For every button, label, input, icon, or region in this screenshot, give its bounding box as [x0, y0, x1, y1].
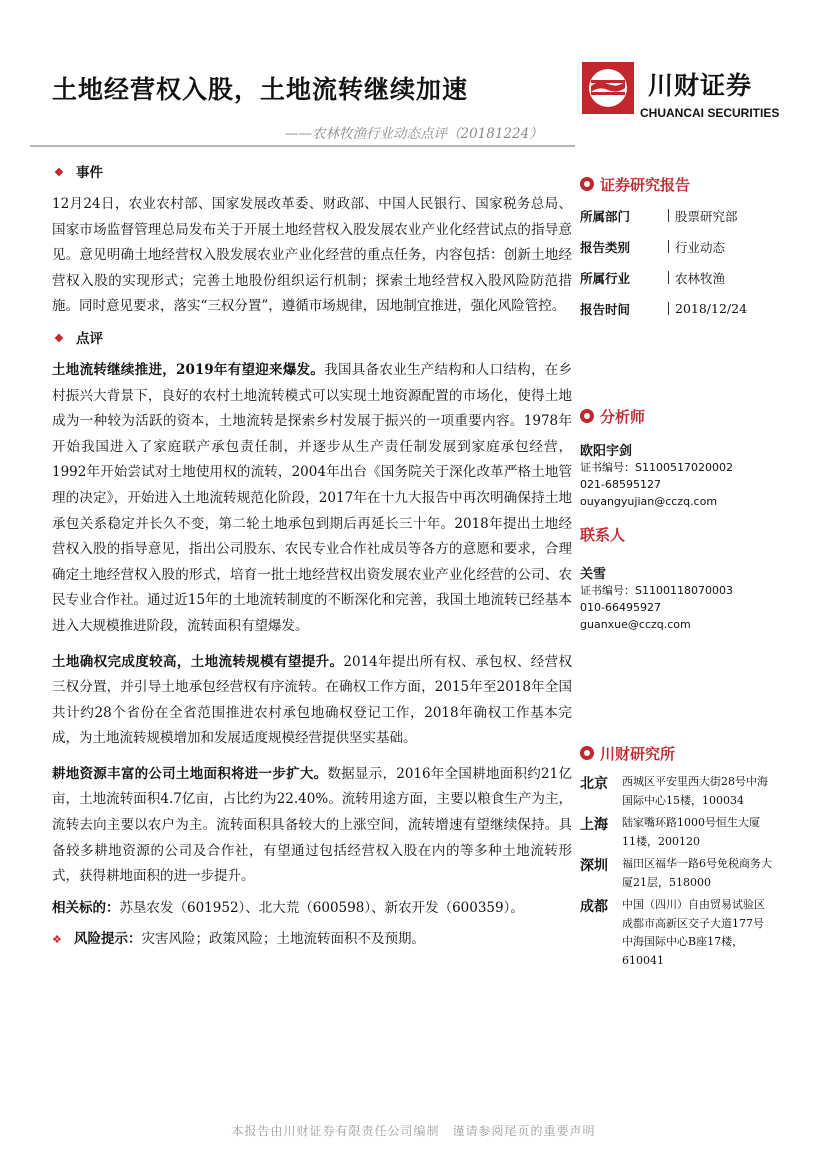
circle-bullet-icon — [580, 409, 594, 423]
diamond-bullet-icon: ❖ — [52, 932, 62, 946]
sidebar-heading-contact: 联系人 — [580, 526, 626, 544]
section-heading-comment: ❖ 点评 — [54, 326, 572, 352]
sidebar — [580, 172, 780, 970]
main-content — [52, 160, 572, 952]
sidebar-heading-research: 川财研究所 — [580, 741, 780, 765]
comment-paragraph-3: 耕地资源丰富的公司土地面积将进一步扩大。数据显示，2016年全国耕地面积约21亿亩，土地流转面积4.7亿亩，占比约为22.40%。流转用途方面，主要以粮食生产为主，流转去向主要以农户为主。流转面积具备较大的上涨空间，流转增速有望继续保持。具备较多耕地资源的公司及合作社，有望通过包括经营权入股在内的等多种土地流转形式，获得耕地面积的进一步提升。 — [52, 765, 572, 885]
comment-paragraph-1: 土地流转继续推进，2019年有望迎来爆发。我国具备农业生产结构和人口结构，在乡村振兴大背景下，良好的农村土地流转模式可以实现土地资源配置的市场化，使得土地成为一种较为活跃的资本，土地流转是探索乡村发展于振兴的一项重要内容。1978年开始我国进入了家庭联产承包责任制，并逐步从生产责任制发展到家庭承包经营，1992年开始尝试对土地使用权的流转，2004年出台《国务院关于深化改革严格土地管理的决定》，开始进入土地流转规范化阶段，2017年在十九大报告中再次明确保持土地承包关系稳定并长久不变，第二轮土地承包到期后再延长三十年。2018年提出土地经营权入股的指导意见，指出公司股东、农民专业合作社成员等各方的意愿和要求，合理确定土地经营权入股的形式，培育一批土地经营权出资发展农业产业化经营的公司、农民专业合作社。通过近15年的土地流转制度的不断深化和完善，我国土地流转已经基本进入大规模推进阶段，流转面积有望爆发。 — [52, 361, 573, 634]
analyst-email[interactable]: ouyangyujian@cczq.com — [580, 495, 718, 508]
contact-cert: 证书编号：S1100118070003 — [580, 584, 733, 597]
office-shanghai: 上海 陆家嘴环路1000号恒生大厦11楼，200120 — [580, 816, 760, 848]
risk-warning: ❖ 风险提示：灾害风险；政策风险；土地流转面积不及预期。 — [52, 927, 572, 952]
section-heading-event: ❖ 事件 — [54, 160, 572, 186]
contact-phone: 010-66495927 — [580, 601, 661, 614]
office-shenzhen: 深圳 福田区福华一路6号免税商务大厦21层，518000 — [580, 857, 772, 889]
chuancai-logo-icon — [582, 62, 634, 114]
header-divider — [30, 145, 575, 147]
paragraph-lead: 土地确权完成度较高，土地流转规模有望提升。 — [52, 653, 344, 670]
contact-email[interactable]: guanxue@cczq.com — [580, 618, 691, 631]
paragraph-lead: 土地流转继续推进，2019年有望迎来爆发。 — [52, 361, 325, 378]
diamond-bullet-icon: ❖ — [54, 166, 64, 179]
analyst-cert: 证书编号：S1100517020002 — [580, 461, 733, 474]
event-paragraph: 12月24日，农业农村部、国家发展改革委、财政部、中国人民银行、国家税务总局、国家市场监督管理总局发布关于开展土地经营权入股发展农业产业化经营试点的指导意见。意见明确土地经营权入股发展农业产业化经营的重点任务，内容包括：创新土地经营权入股的实现形式；完善土地股份组织运行机制；探索土地经营权入股风险防范措施。同时意见要求，落实“三权分置”，遵循市场规律，因地制宜推进，强化风险管控。 — [52, 196, 572, 315]
report-title: 土地经营权入股，土地流转继续加速 — [52, 75, 469, 104]
meta-row-date: 报告时间 2018/12/24 — [580, 301, 748, 317]
analyst-name: 欧阳宇剑 — [580, 444, 633, 459]
page-footer: 本报告由川财证券有限责任公司编制 谨请参阅尾页的重要声明 — [231, 1124, 596, 1138]
logo-company-english: CHUANCAI SECURITIES — [640, 106, 780, 120]
diamond-bullet-icon: ❖ — [54, 331, 64, 345]
contact-name: 关雪 — [580, 567, 607, 582]
report-subtitle: ——农林牧渔行业动态点评（20181224） — [285, 126, 543, 142]
office-chengdu: 成都 中国（四川）自由贸易试验区成都市高新区交子大道177号中海国际中心B座17楼，610041 — [580, 898, 765, 967]
paragraph-lead: 耕地资源丰富的公司土地面积将进一步扩大。 — [52, 765, 328, 782]
office-beijing: 北京 西城区平安里西大街28号中海国际中心15楼，100034 — [580, 775, 768, 807]
related-stocks: 相关标的：苏垦农发（601952）、北大荒（600598）、新农开发（600359）。 — [52, 899, 524, 916]
sidebar-heading-analyst: 分析师 — [580, 404, 780, 428]
comment-paragraph-2: 土地确权完成度较高，土地流转规模有望提升。2014年提出所有权、承包权、经营权三权分置，并引导土地承包经营权有序流转。在确权工作方面，2015年至2018年全国共计约28个省份在全省范围推进农村承包地确权登记工作，2018年确权工作基本完成，为土地流转规模增加和发展适度规模经营提供坚实基础。 — [52, 653, 573, 747]
analyst-phone: 021-68595127 — [580, 478, 661, 491]
meta-row-department: 所属部门 股票研究部 — [580, 208, 738, 224]
sidebar-heading-report: 证券研究报告 — [580, 172, 780, 196]
meta-row-category: 报告类别 行业动态 — [580, 239, 726, 255]
meta-row-industry: 所属行业 农林牧渔 — [580, 270, 726, 286]
circle-bullet-icon — [580, 177, 594, 191]
logo-company-name: 川财证券 — [648, 71, 753, 100]
circle-bullet-icon — [580, 746, 594, 760]
